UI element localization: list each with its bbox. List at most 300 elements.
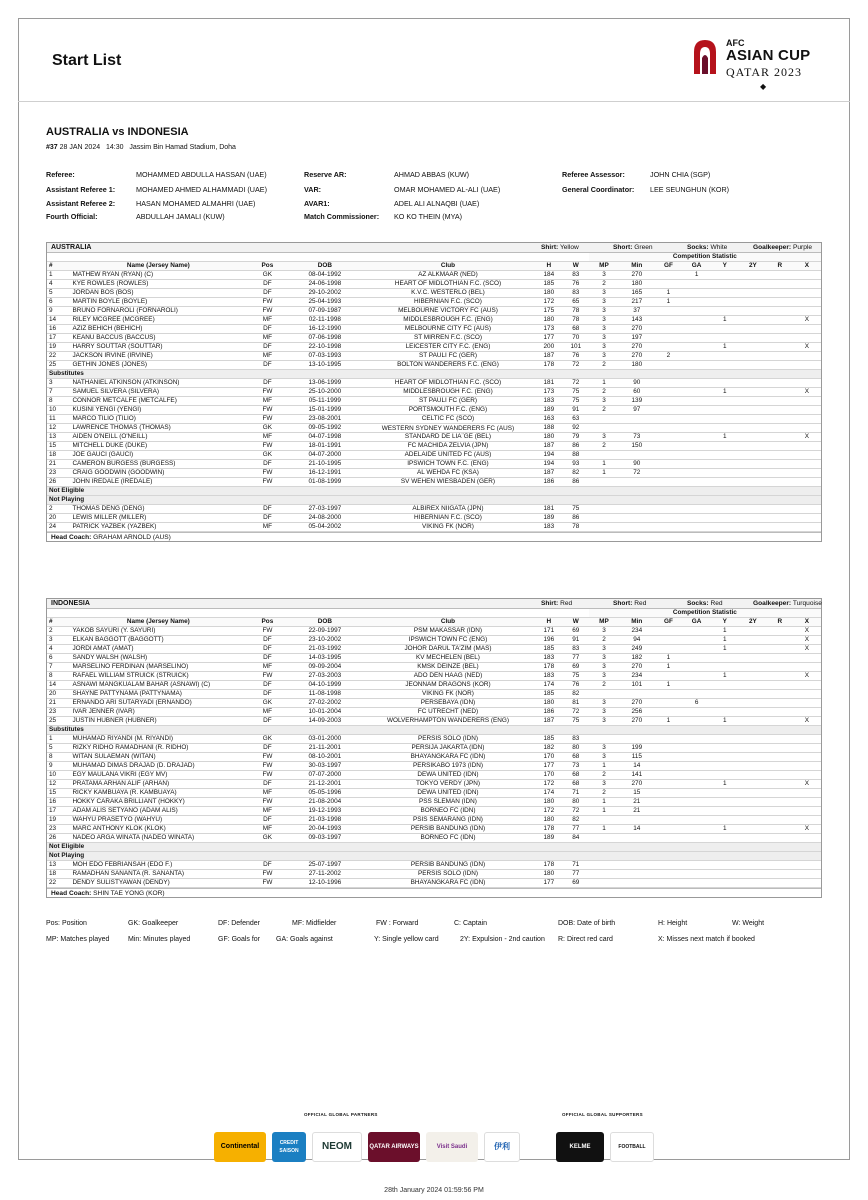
cell-y2	[739, 271, 767, 280]
cell-x	[793, 861, 821, 870]
cell-club: AL WEHDA FC (KSA)	[361, 469, 535, 478]
cell-r	[767, 325, 793, 334]
cell-no: 3	[47, 379, 70, 388]
cell-club: ST PAULI FC (GER)	[361, 397, 535, 406]
cell-y: 1	[711, 672, 739, 681]
cell-ga	[683, 879, 711, 888]
cell-club: K.V.C. WESTERLO (BEL)	[361, 289, 535, 298]
player-row	[47, 316, 821, 325]
legend-item: H: Height	[658, 920, 688, 927]
not-playing-section-label: Not Playing	[47, 496, 821, 505]
cell-ga	[683, 505, 711, 514]
cell-y	[711, 879, 739, 888]
official-label: Assistant Referee 2:	[46, 199, 116, 208]
cell-x	[793, 289, 821, 298]
cell-x	[793, 505, 821, 514]
cell-pos: MF	[246, 789, 288, 798]
cell-h: 178	[535, 663, 563, 672]
cell-club: ST PAULI FC (GER)	[361, 352, 535, 361]
official-label: VAR:	[304, 185, 322, 194]
cell-ga	[683, 708, 711, 717]
cell-name: NADEO ARGA WINATA (NADEO WINATA)	[70, 834, 246, 843]
asian-cup-trophy-icon	[690, 36, 720, 76]
cell-dob: 19-12-1993	[289, 807, 362, 816]
cell-name: KYE ROWLES (ROWLES)	[70, 280, 246, 289]
cell-w: 84	[563, 834, 589, 843]
cell-h: 194	[535, 460, 563, 469]
cell-mp: 3	[589, 325, 619, 334]
cell-mp	[589, 861, 619, 870]
player-row	[47, 298, 821, 307]
cell-y2	[739, 861, 767, 870]
cell-mp: 1	[589, 798, 619, 807]
legend-item: 2Y: Expulsion - 2nd caution	[460, 936, 545, 943]
cell-mp: 2	[589, 789, 619, 798]
cell-y2	[739, 352, 767, 361]
cell-min: 199	[619, 744, 654, 753]
kit-goalkeeper	[753, 600, 822, 607]
cell-gf	[654, 307, 682, 316]
cell-min: 197	[619, 334, 654, 343]
cell-club: BORNEO FC (IDN)	[361, 834, 535, 843]
cell-pos: FW	[246, 388, 288, 397]
cell-ga	[683, 681, 711, 690]
cell-no: 17	[47, 334, 70, 343]
cell-x	[793, 654, 821, 663]
cell-min: 234	[619, 672, 654, 681]
cell-pos: DF	[246, 690, 288, 699]
cell-y2	[739, 708, 767, 717]
cell-no: 10	[47, 771, 70, 780]
cell-no: 9	[47, 762, 70, 771]
cell-r	[767, 289, 793, 298]
player-row	[47, 681, 821, 690]
cell-y2	[739, 636, 767, 645]
cell-y2	[739, 699, 767, 708]
cell-y	[711, 334, 739, 343]
kit-short-label: Short:	[613, 600, 633, 607]
cell-x	[793, 744, 821, 753]
cell-h: 184	[535, 271, 563, 280]
cell-min: 37	[619, 307, 654, 316]
cell-mp: 1	[589, 807, 619, 816]
cell-club: AZ ALKMAAR (NED)	[361, 271, 535, 280]
cell-pos: DF	[246, 681, 288, 690]
cell-ga	[683, 442, 711, 451]
continental-logo: Continental	[214, 1132, 266, 1162]
cell-y	[711, 415, 739, 424]
cell-dob: 21-10-1995	[289, 460, 362, 469]
cell-y: 1	[711, 717, 739, 726]
kit-shirt-label: Shirt:	[541, 244, 559, 251]
cell-x	[793, 361, 821, 370]
cell-name: ASNAWI MANGKUALAM BAHAR (ASNAWI) (C)	[70, 681, 246, 690]
cell-x: X	[793, 717, 821, 726]
official-value: MOHAMED AHMED ALHAMMADI (UAE)	[136, 185, 267, 194]
cell-y2	[739, 645, 767, 654]
cell-y	[711, 451, 739, 460]
kit-socks-value: White	[710, 244, 728, 251]
cell-h: 172	[535, 298, 563, 307]
cell-y: 1	[711, 433, 739, 442]
cell-x	[793, 870, 821, 879]
player-row	[47, 744, 821, 753]
cell-y	[711, 681, 739, 690]
column-header-pos: Pos	[246, 618, 288, 627]
cell-name: MUHAMAD RIYANDI (M. RIYANDI)	[70, 735, 246, 744]
cell-name: SHAYNE PATTYNAMA (PATTYNAMA)	[70, 690, 246, 699]
cell-mp	[589, 870, 619, 879]
cell-y: 1	[711, 636, 739, 645]
cell-h: 186	[535, 708, 563, 717]
match-date: 28 JAN 2024	[59, 144, 101, 151]
cell-h: 200	[535, 343, 563, 352]
cell-y	[711, 424, 739, 433]
cell-club: STANDARD DE LIÃ¨GE (BEL)	[361, 433, 535, 442]
cell-no: 8	[47, 672, 70, 681]
cell-w: 81	[563, 699, 589, 708]
cell-x	[793, 523, 821, 532]
cell-x	[793, 352, 821, 361]
cell-name: RAFAEL WILLIAM STRUICK (STRUICK)	[70, 672, 246, 681]
column-header-gf: GF	[654, 262, 682, 271]
cell-gf	[654, 343, 682, 352]
cell-ga	[683, 798, 711, 807]
cell-y2	[739, 289, 767, 298]
cell-name: MARSELINO FERDINAN (MARSELINO)	[70, 663, 246, 672]
cell-pos: DF	[246, 816, 288, 825]
cell-pos: GK	[246, 451, 288, 460]
cell-no: 21	[47, 460, 70, 469]
cell-no: 12	[47, 780, 70, 789]
kit-goalkeeper-value: Purple	[792, 244, 813, 251]
cell-min: 165	[619, 289, 654, 298]
cell-mp: 1	[589, 460, 619, 469]
legend-item: DOB: Date of birth	[558, 920, 616, 927]
cell-gf	[654, 271, 682, 280]
cell-club: PERSIJA JAKARTA (IDN)	[361, 744, 535, 753]
cell-w: 78	[563, 307, 589, 316]
cell-w: 68	[563, 771, 589, 780]
cell-gf	[654, 861, 682, 870]
kit-goalkeeper-value: Turquoise	[792, 600, 822, 607]
cell-r	[767, 451, 793, 460]
cell-dob: 27-02-2002	[289, 699, 362, 708]
cell-min: 270	[619, 663, 654, 672]
cell-min	[619, 870, 654, 879]
cell-gf	[654, 415, 682, 424]
cell-y2	[739, 717, 767, 726]
header-spacer	[47, 609, 589, 618]
cell-y	[711, 361, 739, 370]
official-value: HASAN MOHAMED ALMAHRI (UAE)	[136, 199, 256, 208]
player-row	[47, 424, 821, 433]
cell-no: 8	[47, 753, 70, 762]
cell-min: 21	[619, 798, 654, 807]
cell-no: 4	[47, 645, 70, 654]
cell-name: NATHANIEL ATKINSON (ATKINSON)	[70, 379, 246, 388]
cell-x	[793, 478, 821, 487]
cell-r	[767, 771, 793, 780]
cell-y: 1	[711, 780, 739, 789]
kit-short	[613, 244, 653, 251]
cell-x	[793, 442, 821, 451]
cell-h: 180	[535, 289, 563, 298]
cell-min: 143	[619, 316, 654, 325]
cell-h: 178	[535, 861, 563, 870]
cell-name: CAMERON BURGESS (BURGESS)	[70, 460, 246, 469]
cell-x	[793, 334, 821, 343]
cell-y	[711, 771, 739, 780]
cell-y	[711, 478, 739, 487]
cell-no: 25	[47, 717, 70, 726]
cell-no: 11	[47, 415, 70, 424]
cell-name: MUHAMAD DIMAS DRAJAD (D. DRAJAD)	[70, 762, 246, 771]
cell-w: 79	[563, 433, 589, 442]
cell-name: ERNANDO ARI SUTARYADI (ERNANDO)	[70, 699, 246, 708]
cell-r	[767, 505, 793, 514]
cell-club: TOKYO VERDY (JPN)	[361, 780, 535, 789]
player-row	[47, 699, 821, 708]
cell-gf	[654, 798, 682, 807]
cell-r	[767, 798, 793, 807]
cell-gf	[654, 816, 682, 825]
cell-y	[711, 280, 739, 289]
player-row	[47, 780, 821, 789]
cell-gf	[654, 762, 682, 771]
cell-min	[619, 415, 654, 424]
cell-name: ELKAN BAGGOTT (BAGGOTT)	[70, 636, 246, 645]
cell-x	[793, 708, 821, 717]
cell-h: 180	[535, 316, 563, 325]
cell-min	[619, 478, 654, 487]
cell-pos: FW	[246, 298, 288, 307]
match-meta	[46, 144, 236, 151]
cell-y2	[739, 870, 767, 879]
cell-y	[711, 789, 739, 798]
cell-r	[767, 352, 793, 361]
cell-gf	[654, 879, 682, 888]
column-header-dob: DOB	[289, 618, 362, 627]
asian-cup-logo	[686, 32, 816, 96]
cell-ga	[683, 460, 711, 469]
column-header-y2: 2Y	[739, 618, 767, 627]
cell-y	[711, 735, 739, 744]
sponsors-strip	[210, 1112, 660, 1172]
cell-dob: 07-06-1998	[289, 334, 362, 343]
cell-r	[767, 834, 793, 843]
cell-h: 171	[535, 627, 563, 636]
cell-club: PSM MAKASSAR (IDN)	[361, 627, 535, 636]
cell-y	[711, 690, 739, 699]
cell-h: 188	[535, 424, 563, 433]
cell-mp	[589, 735, 619, 744]
cell-ga	[683, 663, 711, 672]
cell-y	[711, 469, 739, 478]
cell-r	[767, 780, 793, 789]
cell-name: JORDAN BOS (BOS)	[70, 289, 246, 298]
cell-min: 94	[619, 636, 654, 645]
column-header-club: Club	[361, 618, 535, 627]
cell-mp: 2	[589, 636, 619, 645]
column-header-no: #	[47, 262, 70, 271]
cell-no: 25	[47, 361, 70, 370]
cell-y2	[739, 735, 767, 744]
kit-shirt	[541, 600, 572, 607]
cell-x	[793, 406, 821, 415]
cell-w: 80	[563, 798, 589, 807]
cell-name: SANDY WALSH (WALSH)	[70, 654, 246, 663]
cell-y2	[739, 825, 767, 834]
cell-min: 97	[619, 406, 654, 415]
cell-y2	[739, 361, 767, 370]
yili-logo: 伊利	[484, 1132, 520, 1162]
column-header-w: W	[563, 262, 589, 271]
cell-r	[767, 514, 793, 523]
cell-y2	[739, 807, 767, 816]
cell-ga: 1	[683, 271, 711, 280]
cell-y	[711, 762, 739, 771]
substitutes-section	[47, 370, 821, 379]
kit-socks	[687, 244, 727, 251]
player-row	[47, 442, 821, 451]
cell-min: 139	[619, 397, 654, 406]
cell-w: 92	[563, 424, 589, 433]
cell-pos: FW	[246, 478, 288, 487]
official-value: MOHAMMED ABDULLA HASSAN (UAE)	[136, 170, 267, 179]
cell-name: JACKSON IRVINE (IRVINE)	[70, 352, 246, 361]
cell-name: MOH EDO FEBRIANSAH (EDO F.)	[70, 861, 246, 870]
player-row	[47, 717, 821, 726]
cell-w: 80	[563, 744, 589, 753]
cell-x: X	[793, 316, 821, 325]
cell-mp: 3	[589, 744, 619, 753]
cell-r	[767, 789, 793, 798]
cell-name: MARTIN BOYLE (BOYLE)	[70, 298, 246, 307]
cell-y: 1	[711, 645, 739, 654]
player-row	[47, 433, 821, 442]
cell-r	[767, 280, 793, 289]
cell-y	[711, 523, 739, 532]
cell-name: JUSTIN HUBNER (HUBNER)	[70, 717, 246, 726]
kit-shirt	[541, 244, 579, 251]
cell-ga	[683, 361, 711, 370]
cell-name: IVAR JENNER (IVAR)	[70, 708, 246, 717]
logo-asian-cup-text: ASIAN CUP	[726, 47, 811, 64]
cell-y	[711, 807, 739, 816]
cell-x	[793, 879, 821, 888]
kit-socks-value: Red	[710, 600, 723, 607]
cell-no: 7	[47, 388, 70, 397]
cell-w: 69	[563, 663, 589, 672]
cell-mp: 3	[589, 433, 619, 442]
cell-r	[767, 735, 793, 744]
cell-r	[767, 825, 793, 834]
cell-x	[793, 735, 821, 744]
player-row	[47, 514, 821, 523]
cell-club: ADO DEN HAAG (NED)	[361, 672, 535, 681]
cell-gf	[654, 424, 682, 433]
cell-gf	[654, 388, 682, 397]
cell-x	[793, 771, 821, 780]
cell-y2	[739, 460, 767, 469]
cell-pos: GK	[246, 834, 288, 843]
cell-no: 23	[47, 708, 70, 717]
cell-gf	[654, 870, 682, 879]
cell-y2	[739, 307, 767, 316]
cell-r	[767, 636, 793, 645]
kit-shirt-value: Yellow	[559, 244, 579, 251]
cell-ga	[683, 316, 711, 325]
cell-club: HEART OF MIDLOTHIAN F.C. (SCO)	[361, 379, 535, 388]
cell-r	[767, 343, 793, 352]
cell-no: 16	[47, 325, 70, 334]
cell-no: 15	[47, 442, 70, 451]
column-header-pos: Pos	[246, 262, 288, 271]
cell-pos: MF	[246, 397, 288, 406]
cell-pos: DF	[246, 780, 288, 789]
official-label: Referee Assessor:	[562, 170, 625, 179]
official-value: ABDULLAH JAMALI (KUW)	[136, 212, 225, 221]
cell-club: ST MIRREN F.C. (SCO)	[361, 334, 535, 343]
legend-item: C: Captain	[454, 920, 488, 927]
cell-y2	[739, 433, 767, 442]
cell-ga: 6	[683, 699, 711, 708]
column-header-h: H	[535, 618, 563, 627]
cell-r	[767, 753, 793, 762]
cell-name: KEANU BACCUS (BACCUS)	[70, 334, 246, 343]
cell-mp	[589, 505, 619, 514]
page-title: Start List	[52, 52, 122, 69]
cell-dob: 22-09-1997	[289, 627, 362, 636]
official-value: JOHN CHIA (SGP)	[650, 170, 711, 179]
cell-y	[711, 289, 739, 298]
player-row	[47, 771, 821, 780]
cell-y2	[739, 798, 767, 807]
cell-mp: 1	[589, 379, 619, 388]
cell-h: 181	[535, 505, 563, 514]
cell-dob: 25-04-1993	[289, 298, 362, 307]
cell-ga	[683, 352, 711, 361]
cell-w: 73	[563, 762, 589, 771]
player-row	[47, 834, 821, 843]
player-row	[47, 879, 821, 888]
cell-ga	[683, 717, 711, 726]
cell-h: 175	[535, 307, 563, 316]
cell-min: 270	[619, 352, 654, 361]
not-eligible-section	[47, 487, 821, 496]
cell-min: 217	[619, 298, 654, 307]
cell-mp: 3	[589, 708, 619, 717]
cell-min: 150	[619, 442, 654, 451]
cell-gf	[654, 645, 682, 654]
cell-club: PORTSMOUTH F.C. (ENG)	[361, 406, 535, 415]
cell-w: 86	[563, 442, 589, 451]
cell-ga	[683, 771, 711, 780]
cell-min: 249	[619, 645, 654, 654]
cell-y2	[739, 681, 767, 690]
cell-pos: MF	[246, 663, 288, 672]
cell-min: 270	[619, 780, 654, 789]
cell-r	[767, 298, 793, 307]
cell-no: 6	[47, 654, 70, 663]
cell-y	[711, 307, 739, 316]
kit-goalkeeper-label: Goalkeeper:	[753, 600, 792, 607]
cell-h: 177	[535, 762, 563, 771]
cell-min: 256	[619, 708, 654, 717]
cell-x	[793, 325, 821, 334]
partners-title: OFFICIAL GLOBAL PARTNERS	[304, 1112, 378, 1117]
